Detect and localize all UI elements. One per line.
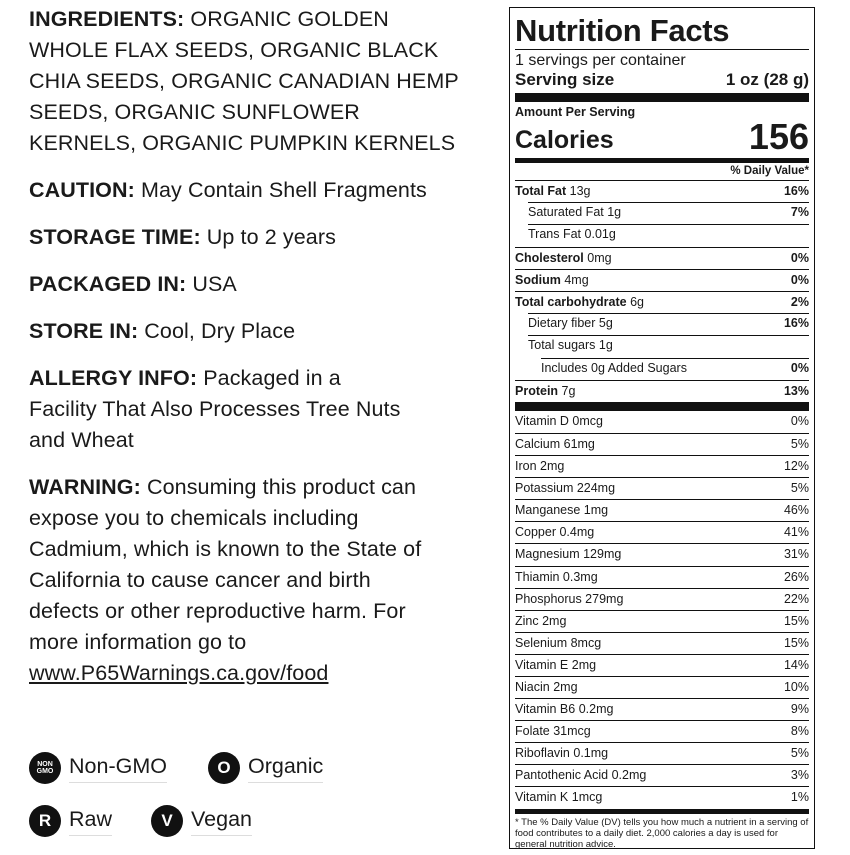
vitamin-row	[515, 610, 809, 632]
vitamin-pct: 41%	[783, 525, 809, 540]
nutrient-row	[515, 224, 809, 246]
allergy-info	[29, 363, 409, 456]
nutrient-name: Total sugars	[528, 338, 596, 353]
vitamin-row	[515, 477, 809, 499]
vitamin-pct: 5%	[790, 746, 809, 761]
ingredients-label: INGREDIENTS:	[29, 7, 185, 31]
vitamin-row	[515, 433, 809, 455]
packaged-in-label: PACKAGED IN:	[29, 272, 187, 296]
nutrient-row	[515, 247, 809, 269]
nutrient-row	[515, 269, 809, 291]
vitamin-pct: 46%	[783, 503, 809, 518]
vitamin-pct: 14%	[783, 657, 809, 672]
vitamin-list	[515, 411, 809, 809]
vitamin-pct: 3%	[790, 768, 809, 783]
nutrient-amount: 5g	[598, 316, 613, 331]
store-in	[29, 316, 469, 347]
vitamin-name: Vitamin K 1mcg	[515, 790, 603, 805]
raw-label: Raw	[69, 807, 112, 836]
vitamin-row	[515, 786, 809, 808]
nutrient-pct: 16%	[783, 316, 809, 331]
nutrient-amount: 1g	[598, 338, 613, 353]
badge-raw	[29, 805, 112, 837]
p65-link[interactable]: www.P65Warnings.ca.gov/food	[29, 661, 329, 685]
nutrient-row	[515, 180, 809, 202]
vitamin-pct: 12%	[783, 459, 809, 474]
storage-time-label: STORAGE TIME:	[29, 225, 201, 249]
vitamin-pct: 9%	[790, 702, 809, 717]
non-gmo-icon: NON GMO	[29, 752, 61, 784]
vitamin-name: Riboflavin 0.1mg	[515, 746, 609, 761]
vitamin-name: Thiamin 0.3mg	[515, 569, 598, 584]
vegan-icon: V	[151, 805, 183, 837]
serving-size-value: 1 oz (28 g)	[725, 70, 809, 89]
nutrient-name: Trans Fat	[528, 227, 582, 242]
nutrient-row	[515, 335, 809, 357]
vitamin-row	[515, 455, 809, 477]
store-in-text: Cool, Dry Place	[138, 319, 296, 343]
vitamin-name: Vitamin E 2mg	[515, 657, 597, 672]
nutrient-row	[515, 291, 809, 313]
nutrient-pct: 7%	[790, 205, 809, 220]
vitamin-name: Zinc 2mg	[515, 613, 567, 628]
caution	[29, 175, 469, 206]
thick-divider	[515, 93, 809, 102]
nutrient-name: Includes 0g Added Sugars	[541, 360, 687, 375]
nutrient-pct: 2%	[790, 294, 809, 309]
vitamin-name: Niacin 2mg	[515, 680, 578, 694]
vitamin-row	[515, 720, 809, 742]
nutrient-amount: 1g	[607, 205, 622, 220]
vitamin-pct: 31%	[783, 547, 809, 562]
nutrient-amount: 0.01g	[584, 227, 616, 242]
vitamin-pct: 5%	[790, 481, 809, 496]
vitamin-row	[515, 654, 809, 676]
vitamin-pct: 26%	[783, 569, 809, 584]
raw-icon: R	[29, 805, 61, 837]
daily-value-header: % Daily Value*	[730, 165, 809, 177]
store-in-label: STORE IN:	[29, 319, 139, 343]
nutrient-row	[515, 202, 809, 224]
vitamin-pct: 10%	[783, 680, 809, 694]
nutrient-pct: 16%	[783, 184, 809, 198]
nutrition-facts-panel	[509, 7, 815, 849]
vitamin-name: Potassium 224mg	[515, 481, 616, 496]
badge-organic	[208, 752, 323, 784]
nutrient-row	[515, 313, 809, 335]
nutrient-amount: 4mg	[564, 272, 589, 287]
vitamin-row	[515, 543, 809, 565]
vitamin-pct: 1%	[790, 790, 809, 805]
warning-text: Consuming this product can expose you to chemicals including Cadmium, which is known to the State of California to cause cancer and birth defects or other reproductive harm. For more information go to	[29, 475, 422, 654]
vitamin-row	[515, 676, 809, 698]
allergy-text: Packaged in a Facility That Also Processes Tree Nuts and Wheat	[29, 366, 401, 452]
nutrient-pct: 0%	[790, 250, 809, 265]
nutrient-name: Cholesterol	[515, 250, 584, 265]
non-gmo-label: Non-GMO	[69, 754, 167, 783]
warning-label: WARNING:	[29, 475, 141, 499]
nutrient-pct: 0%	[790, 360, 809, 375]
vitamin-name: Copper 0.4mg	[515, 525, 595, 540]
badge-non-gmo	[29, 752, 167, 784]
calories-value: 156	[748, 116, 809, 157]
vitamin-row	[515, 588, 809, 610]
servings-per-container: 1 servings per container	[515, 52, 686, 69]
vitamin-pct: 15%	[783, 613, 809, 628]
vitamin-name: Pantothenic Acid 0.2mg	[515, 768, 647, 783]
nutrition-facts-title: Nutrition Facts	[515, 13, 730, 48]
calories-row	[515, 116, 809, 157]
vitamin-name: Iron 2mg	[515, 459, 565, 474]
ingredients	[29, 4, 469, 159]
divider	[515, 49, 809, 50]
thick-divider	[515, 402, 809, 411]
nutrient-pct: 0%	[790, 272, 809, 287]
vitamin-pct: 8%	[790, 724, 809, 739]
organic-label: Organic	[248, 754, 323, 783]
nutrient-pct: 13%	[783, 383, 809, 398]
allergy-label: ALLERGY INFO:	[29, 366, 198, 390]
calories-label: Calories	[515, 126, 614, 154]
vitamin-row	[515, 521, 809, 543]
nutrient-row	[515, 380, 809, 402]
nutrient-amount: 0mg	[587, 250, 612, 265]
badge-vegan	[151, 805, 252, 837]
product-info	[29, 4, 469, 689]
warning	[29, 472, 439, 689]
vitamin-row	[515, 698, 809, 720]
vitamin-name: Vitamin D 0mcg	[515, 413, 603, 428]
vitamin-row	[515, 566, 809, 588]
nutrient-name: Saturated Fat	[528, 205, 604, 220]
nutrient-name: Total carbohydrate	[515, 294, 627, 309]
vitamin-name: Phosphorus 279mg	[515, 591, 624, 606]
packaged-in-text: USA	[186, 272, 237, 296]
footnote: * The % Daily Value (DV) tells you how much a nutrient in a serving of food contributes to a daily diet. 2,000 calories a day is used for general nutrition advice.	[515, 809, 809, 850]
serving-size	[515, 70, 809, 90]
nutrient-amount: 13g	[569, 184, 591, 198]
vitamin-name: Folate 31mcg	[515, 724, 591, 739]
vegan-label: Vegan	[191, 807, 252, 836]
nutrient-name: Total Fat	[515, 184, 567, 198]
nutrient-row	[515, 358, 809, 380]
nutrient-name: Sodium	[515, 272, 561, 287]
nutrient-name: Protein	[515, 383, 559, 398]
serving-size-label: Serving size	[515, 70, 615, 89]
vitamin-name: Selenium 8mcg	[515, 635, 602, 650]
nutrient-name: Dietary fiber	[528, 316, 596, 331]
organic-icon: O	[208, 752, 240, 784]
storage-time-text: Up to 2 years	[200, 225, 336, 249]
packaged-in	[29, 269, 469, 300]
vitamin-row	[515, 742, 809, 764]
nutrient-amount: 6g	[630, 294, 644, 309]
vitamin-name: Calcium 61mg	[515, 436, 595, 451]
ingredients-text: ORGANIC GOLDEN WHOLE FLAX SEEDS, ORGANIC BLACK CHIA SEEDS, ORGANIC CANADIAN HEMP SEEDS, ORGANIC SUNFLOWER KERNELS, ORGANIC PUMPKIN KERNELS	[29, 7, 459, 155]
vitamin-pct: 22%	[783, 591, 809, 606]
vitamin-pct: 5%	[790, 436, 809, 451]
amount-per-serving: Amount Per Serving	[515, 105, 636, 119]
vitamin-row	[515, 764, 809, 786]
vitamin-name: Manganese 1mg	[515, 503, 609, 518]
caution-text: May Contain Shell Fragments	[134, 178, 427, 202]
vitamin-name: Vitamin B6 0.2mg	[515, 702, 614, 717]
vitamin-row	[515, 632, 809, 654]
vitamin-pct: 0%	[790, 413, 809, 428]
storage-time	[29, 222, 469, 253]
vitamin-pct: 15%	[783, 635, 809, 650]
vitamin-row	[515, 411, 809, 433]
nutrient-amount: 7g	[561, 383, 576, 398]
vitamin-name: Magnesium 129mg	[515, 547, 622, 562]
caution-label: CAUTION:	[29, 178, 135, 202]
vitamin-row	[515, 499, 809, 521]
